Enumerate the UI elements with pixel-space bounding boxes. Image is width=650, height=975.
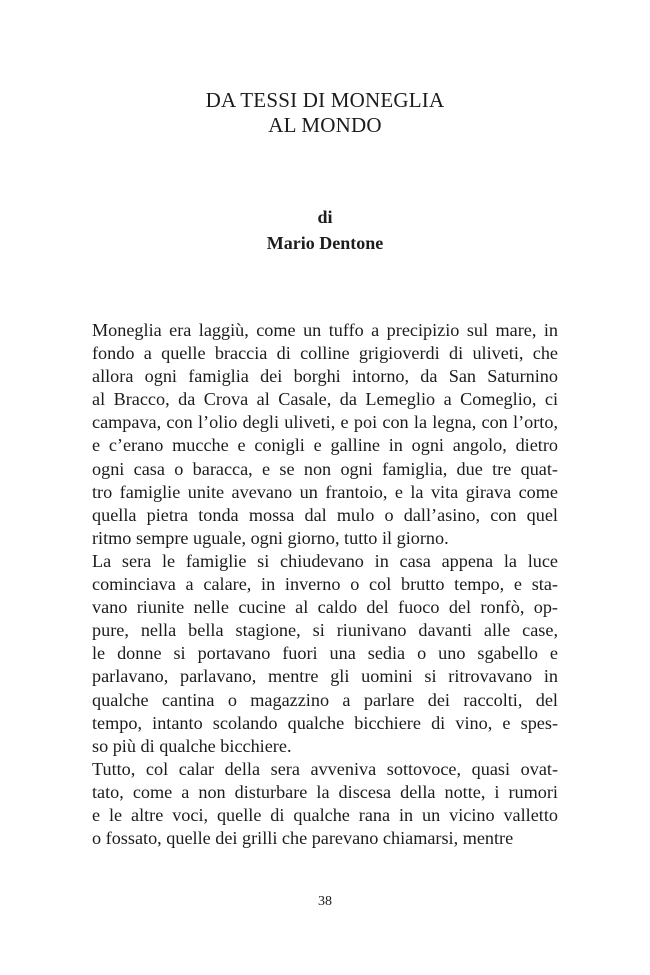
chapter-title-line-1: DA TESSI DI MONEGLIA: [205, 88, 445, 112]
text-line: tato, come a non disturbare la discesa della notte, i rumori: [92, 781, 558, 802]
paragraph: [92, 758, 558, 850]
text-line: Moneglia era laggiù, come un tuffo a precipizio sul mare, in: [92, 320, 558, 340]
text-line: so più di qualche bicchiere.: [92, 735, 292, 756]
text-line: al Bracco, da Crova al Casale, da Lemeglio a Comeglio, ci: [92, 389, 558, 410]
text-line: cominciava a calare, in inverno o col brutto tempo, e sta-: [92, 574, 558, 595]
text-line: fondo a quelle braccia di colline grigioverdi di uliveti, che: [92, 343, 558, 364]
text-line: qualche cantina o magazzino a parlare dei raccolti, del: [92, 689, 558, 710]
text-line: parlavano, parlavano, mentre gli uomini si ritrovavano in: [92, 666, 558, 687]
text-line: Tutto, col calar della sera avveniva sottovoce, quasi ovat-: [92, 758, 558, 779]
chapter-title: [0, 88, 650, 138]
text-line: o fossato, quelle dei grilli che parevano chiamarsi, mentre: [92, 828, 514, 849]
page-number: 38: [318, 894, 332, 909]
byline-prefix: di: [317, 207, 333, 227]
text-line: La sera le famiglie si chiudevano in casa appena la luce: [92, 550, 558, 571]
paragraph: [92, 550, 558, 758]
text-line: vano riunite nelle cucine al caldo del fuoco del ronfò, op-: [92, 597, 558, 618]
text-line: e c’erano mucche e conigli e galline in ogni angolo, dietro: [92, 435, 558, 456]
chapter-title-line-2: AL MONDO: [268, 113, 382, 137]
text-line: ritmo sempre uguale, ogni giorno, tutto il giorno.: [92, 527, 449, 548]
body-text: [92, 319, 558, 850]
text-line: allora ogni famiglia dei borghi intorno, da San Saturnino: [92, 366, 558, 387]
text-line: le donne si portavano fuori una sedia o uno sgabello e: [92, 643, 558, 664]
author-byline: [0, 204, 650, 256]
text-line: pure, nella bella stagione, si riunivano davanti alle case,: [92, 620, 558, 641]
text-line: campava, con l’olio degli uliveti, e poi con la legna, con l’orto,: [92, 412, 558, 433]
paragraph: [92, 319, 558, 550]
author-name: Mario Dentone: [266, 233, 384, 253]
text-line: tro famiglie unite avevano un frantoio, e la vita girava come: [92, 481, 558, 502]
text-line: quella pietra tonda mossa dal mulo o dall’asino, con quel: [92, 504, 558, 525]
text-line: tempo, intanto scolando qualche bicchiere di vino, e spes-: [92, 712, 558, 733]
text-line: e le altre voci, quelle di qualche rana in un vicino valletto: [92, 804, 558, 825]
text-line: ogni casa o baracca, e se non ogni famiglia, due tre quat-: [92, 458, 558, 479]
